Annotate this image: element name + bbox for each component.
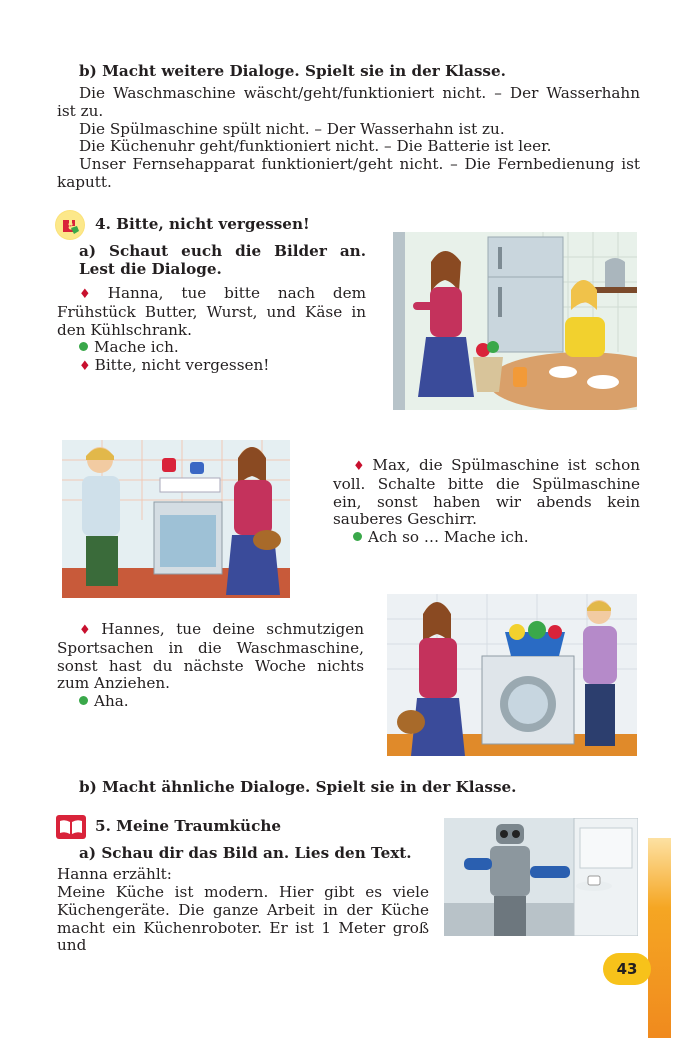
dot-bullet-icon [353,532,362,541]
dialog-2 [333,457,640,547]
exercise4-title: 4. Bitte, nicht vergessen! [95,215,310,233]
dialog-reply: Ach so … Mache ich. [368,528,529,547]
dialog-line: Hanna, tue bitte nach dem Frühstück Butter, Wurst, und Käse in den Kühlschrank. [57,284,367,339]
text-line: Die Spülmaschine spült nicht. – Der Wasserhahn ist zu. [79,119,505,138]
dialog-reply: Mache ich. [94,338,179,357]
dialog-line: Bitte, nicht vergessen! [94,356,270,375]
washing-machine-illustration [387,594,637,756]
exercise5-intro: Hanna erzählt: [57,865,172,883]
exercise4-sub-b: b) Macht ähnliche Dialoge. Spielt sie in der Klasse. [79,778,517,796]
text-line: Die Waschmaschine wäscht/geht/funktioniert nicht. – Der Wasserhahn ist zu. [57,84,640,120]
page-margin [671,990,700,1037]
dialog-reply: Aha. [94,692,129,711]
kitchen-robot-photo [444,818,638,936]
dialog-line: Max, die Spülmaschine ist schon voll. Schalte bitte die Spülmaschine ein, sonst haben wir abends kein sauberes Geschirr. [333,456,641,529]
exercise5-text: Meine Küche ist modern. Hier gibt es viele Küchengeräte. Die ganze Arbeit in der Küche macht ein Küchenroboter. Er ist 1 Meter groß und [57,883,429,955]
text-line: Die Küchenuhr geht/funktioniert nicht. – Die Batterie ist leer. [79,137,552,156]
dialog-line: Hannes, tue deine schmutzigen Sportsachen in die Waschmaschine, sonst hast du nächste Woche nichts zum Anziehen. [57,620,365,693]
section-b-text [57,85,640,192]
puzzle-icon [55,210,85,240]
diamond-bullet-icon: ♦ [79,359,91,375]
diamond-bullet-icon: ♦ [353,459,369,474]
diamond-bullet-icon: ♦ [79,287,104,302]
exercise5-title: 5. Meine Traumküche [95,817,282,835]
dishwasher-illustration [62,440,290,598]
text-line: Unser Fernsehapparat funktioniert/geht nicht. – Die Fernbedienung ist kaputt. [57,155,640,191]
exercise5-sub-a: a) Schau dir das Bild an. Lies den Text. [79,844,412,862]
exercise4-sub-a: a) Schaut euch die Bilder an. Lest die Dialoge. [79,242,366,278]
diamond-bullet-icon: ♦ [79,623,98,638]
side-color-bar [648,838,671,1038]
dialog-3 [57,621,364,711]
dialog-1 [57,285,366,376]
dot-bullet-icon [79,696,88,705]
section-b-heading: b) Macht weitere Dialoge. Spielt sie in der Klasse. [79,62,506,80]
kitchen-fridge-illustration [393,232,637,410]
dot-bullet-icon [79,342,88,351]
page-number: 43 [603,953,651,985]
book-icon [56,815,86,839]
